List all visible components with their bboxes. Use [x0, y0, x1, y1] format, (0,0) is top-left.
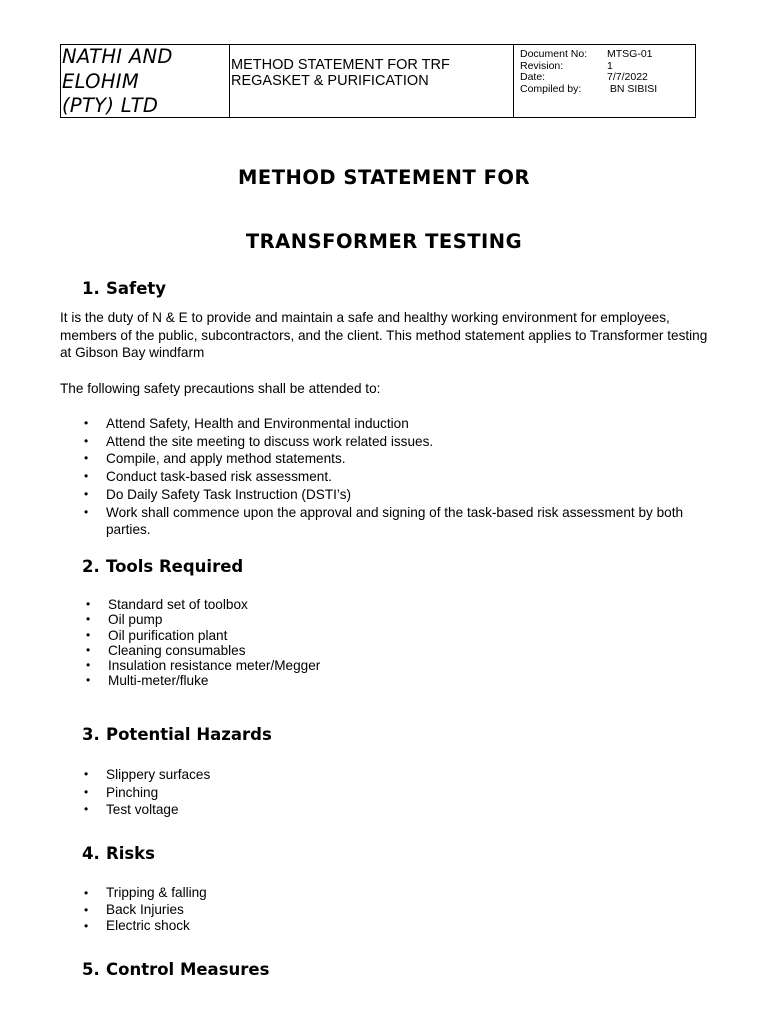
safety-bullet-list	[84, 415, 716, 539]
hazards-bullet-list	[84, 766, 706, 819]
meta-value: 1	[607, 59, 613, 72]
bullet-icon: •	[84, 451, 89, 466]
company-name-line-2: ELOHIM	[62, 69, 139, 93]
list-item	[84, 885, 706, 902]
bullet-icon: •	[84, 486, 89, 501]
meta-row-compiled-by	[520, 84, 695, 96]
header-title-line-1: METHOD STATEMENT FOR TRF	[231, 57, 450, 73]
list-item	[84, 415, 716, 433]
list-item	[84, 504, 716, 539]
list-item-text: Electric shock	[106, 918, 190, 933]
document-meta	[514, 45, 695, 117]
section-heading-safety	[82, 279, 166, 298]
bullet-icon: •	[86, 658, 91, 673]
list-item-text: Back Injuries	[106, 901, 184, 917]
list-item-text: Multi-meter/fluke	[108, 673, 209, 689]
bullet-icon: •	[84, 504, 89, 519]
list-item-text: Standard set of toolbox	[108, 597, 248, 612]
list-item	[84, 766, 706, 784]
list-item-text: Slippery surfaces	[106, 767, 211, 782]
bullet-icon: •	[84, 469, 89, 484]
bullet-icon: •	[84, 433, 89, 448]
list-item-text: Compile, and apply method statements.	[106, 451, 346, 467]
list-item	[84, 450, 716, 468]
header-title-line-2: REGASKET & PURIFICATION	[231, 73, 429, 89]
list-item	[84, 801, 706, 819]
section-heading-control-measures	[82, 960, 269, 979]
meta-label: Revision:	[520, 59, 564, 72]
section-title: Control Measures	[106, 960, 270, 979]
list-item	[84, 433, 716, 451]
company-name-line-1: NATHI AND	[62, 45, 173, 68]
section-title: Potential Hazards	[106, 725, 272, 744]
list-item	[84, 486, 716, 504]
section-heading-tools-required	[82, 557, 243, 576]
section-title: Risks	[106, 844, 155, 863]
meta-label: Compiled by:	[520, 82, 582, 95]
company-name	[61, 45, 230, 117]
section-number: 3.	[82, 725, 100, 744]
bullet-icon: •	[86, 642, 91, 657]
list-item	[84, 918, 706, 935]
bullet-icon: •	[84, 919, 89, 933]
list-item	[84, 784, 706, 802]
list-item-text: Insulation resistance meter/Megger	[108, 658, 321, 674]
risks-bullet-list	[84, 885, 706, 935]
section-number: 5.	[82, 960, 100, 979]
list-item-text: Work shall commence upon the approval and signing of the task-based risk assessment by both parties.	[106, 504, 684, 538]
bullet-icon: •	[84, 886, 89, 900]
list-item	[86, 612, 708, 628]
meta-row-document-no	[520, 49, 695, 61]
safety-intro-paragraph: It is the duty of N & E to provide and maintain a safe and healthy working environment for employees, members of the public, subcontractors, and the client. This method statement applies to Transformer testing at Gibson Bay windfarm	[60, 310, 708, 361]
meta-label: Date:	[520, 71, 546, 83]
bullet-icon: •	[84, 802, 89, 817]
section-heading-risks	[82, 844, 155, 863]
list-item	[86, 642, 708, 658]
list-item	[86, 658, 708, 674]
list-item-text: Oil purification plant	[108, 627, 228, 643]
section-heading-potential-hazards	[82, 725, 272, 744]
list-item-text: Do Daily Safety Task Instruction (DSTI’s)	[106, 486, 352, 502]
bullet-icon: •	[84, 784, 89, 799]
company-name-line-3: (PTY) LTD	[62, 94, 159, 117]
list-item	[86, 627, 708, 643]
bullet-icon: •	[86, 627, 91, 642]
meta-value: BN SIBISI	[607, 82, 658, 95]
document-header-table	[60, 44, 696, 118]
bullet-icon: •	[84, 902, 89, 917]
list-item	[84, 901, 706, 919]
list-item-text: Cleaning consumables	[108, 642, 246, 658]
meta-value: 7/7/2022	[607, 71, 648, 83]
list-item-text: Test voltage	[106, 802, 179, 818]
list-item-text: Attend the site meeting to discuss work related issues.	[106, 433, 434, 449]
bullet-icon: •	[84, 416, 89, 430]
bullet-icon: •	[86, 597, 91, 611]
safety-precautions-paragraph: The following safety precautions shall be attended to:	[60, 381, 381, 396]
document-title-line-1: METHOD STATEMENT FOR	[238, 166, 530, 189]
list-item	[86, 597, 708, 612]
bullet-icon: •	[86, 673, 91, 688]
list-item-text: Oil pump	[108, 612, 163, 628]
section-title: Tools Required	[106, 557, 244, 576]
tools-bullet-list	[86, 597, 708, 689]
meta-row-date	[520, 72, 695, 84]
list-item-text: Tripping & falling	[106, 885, 207, 900]
list-item-text: Conduct task-based risk assessment.	[106, 469, 332, 485]
section-number: 4.	[82, 844, 100, 863]
section-number: 2.	[82, 557, 100, 576]
section-title: Safety	[106, 279, 167, 298]
bullet-icon: •	[86, 612, 91, 627]
bullet-icon: •	[84, 767, 89, 781]
meta-label: Document No:	[520, 48, 588, 60]
list-item	[84, 468, 716, 486]
list-item-text: Pinching	[106, 784, 159, 800]
list-item	[86, 673, 708, 689]
list-item-text: Attend Safety, Health and Environmental induction	[106, 416, 409, 431]
section-number: 1.	[82, 279, 100, 298]
meta-value: MTSG-01	[607, 48, 653, 60]
header-title	[230, 45, 514, 117]
document-title-line-2: TRANSFORMER TESTING	[245, 230, 523, 253]
